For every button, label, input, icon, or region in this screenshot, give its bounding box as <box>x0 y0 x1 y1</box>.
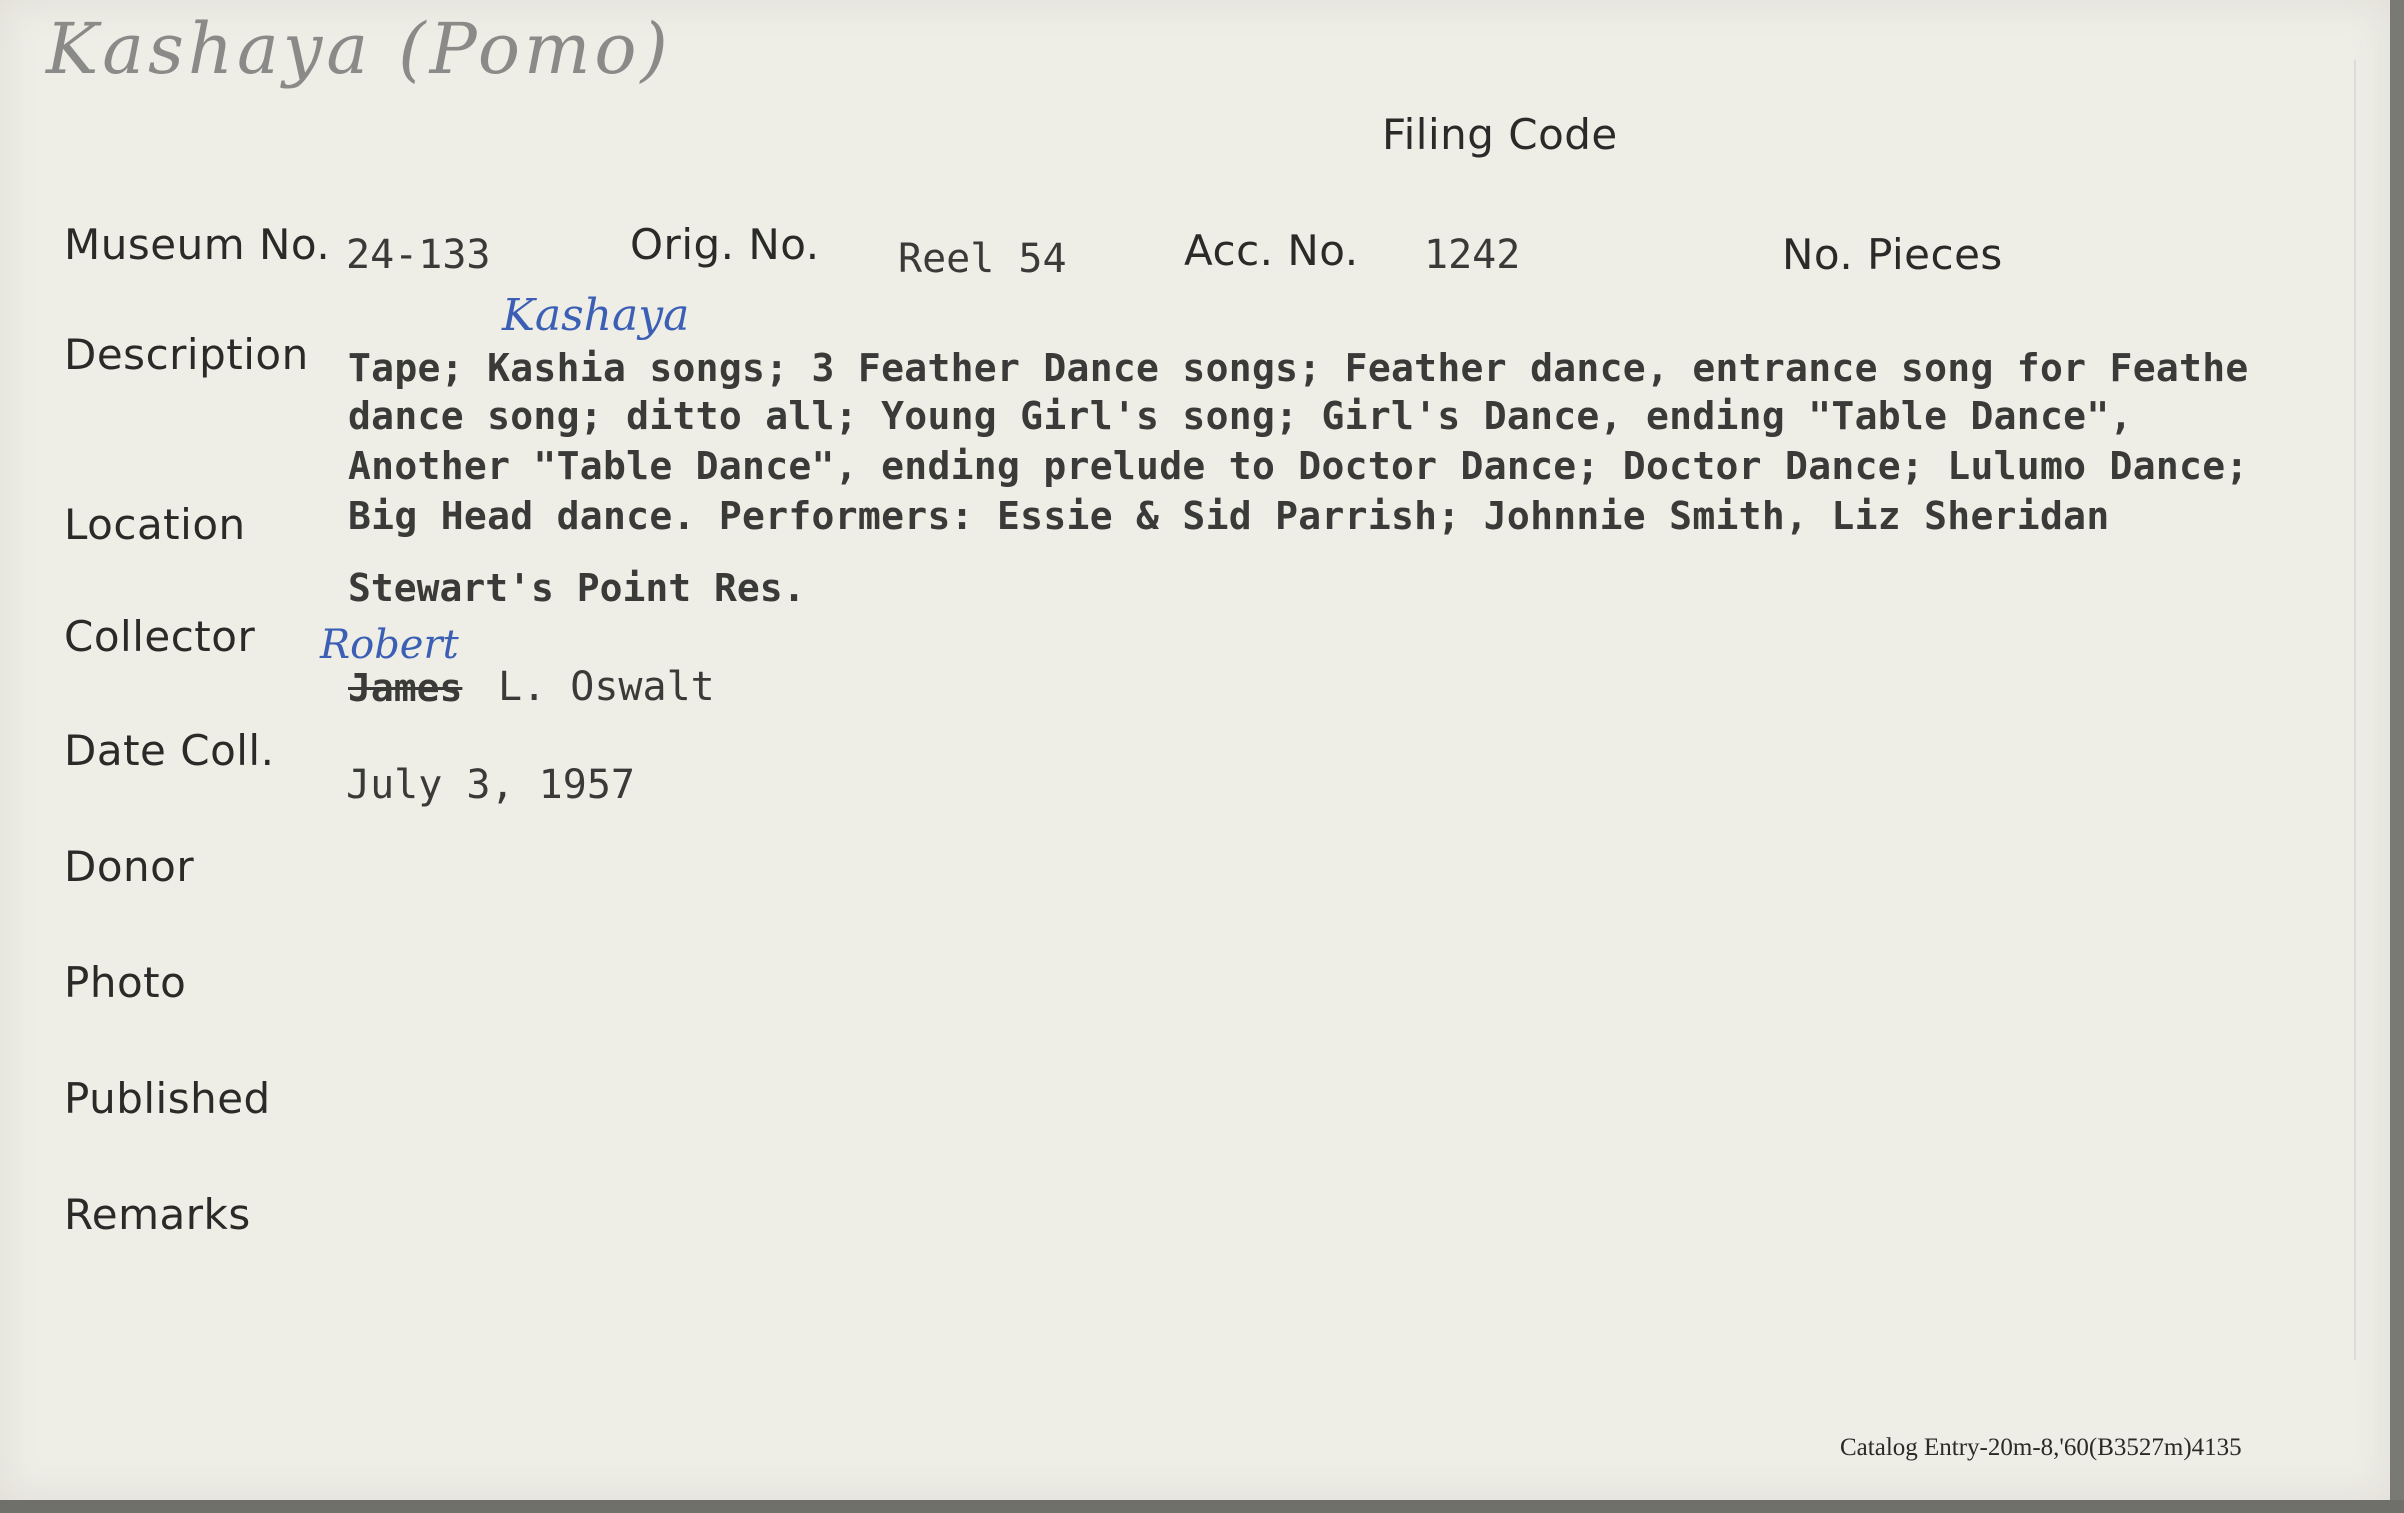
description-line: Big Head dance. Performers: Essie & Sid Parrish; Johnnie Smith, Liz Sheridan <box>348 494 2110 538</box>
photo-label: Photo <box>64 958 187 1007</box>
collector-label: Collector <box>64 612 256 661</box>
published-label: Published <box>64 1074 271 1123</box>
collector-value: L. Oswalt <box>498 664 715 710</box>
location-value: Stewart's Point Res. <box>348 566 806 610</box>
description-line: Another "Table Dance", ending prelude to Doctor Dance; Doctor Dance; Lulumo Dance; <box>348 444 2249 488</box>
description-annotation: Kashaya <box>502 290 690 341</box>
acc-no-value: 1242 <box>1424 232 1521 278</box>
location-label: Location <box>64 500 246 549</box>
orig-no-label: Orig. No. <box>630 220 820 269</box>
museum-no-value: 24-133 <box>346 232 491 278</box>
museum-no-label: Museum No. <box>64 220 331 269</box>
description-line: Tape; Kashia songs; 3 Feather Dance songs; Feather dance, entrance song for Feathe <box>348 346 2249 390</box>
date-coll-value: July 3, 1957 <box>346 762 635 808</box>
donor-label: Donor <box>64 842 195 891</box>
description-line: dance song; ditto all; Young Girl's song; Girl's Dance, ending "Table Dance", <box>348 394 2133 438</box>
description-label: Description <box>64 330 309 379</box>
collector-struck-name: James <box>348 666 463 710</box>
card-right-rule <box>2354 60 2356 1360</box>
no-pieces-label: No. Pieces <box>1782 230 2003 279</box>
catalog-entry-footer: Catalog Entry-20m-8,'60(B3527m)4135 <box>1840 1434 2242 1461</box>
orig-no-value: Reel 54 <box>898 236 1067 282</box>
acc-no-label: Acc. No. <box>1184 226 1359 275</box>
filing-code-label: Filing Code <box>1382 110 1618 159</box>
collector-annotation: Robert <box>320 622 459 668</box>
remarks-label: Remarks <box>64 1190 251 1239</box>
card-edge-right <box>2390 0 2404 1513</box>
handwritten-title: Kashaya (Pomo) <box>46 8 672 90</box>
date-coll-label: Date Coll. <box>64 726 275 775</box>
card-edge-bottom <box>0 1500 2404 1513</box>
